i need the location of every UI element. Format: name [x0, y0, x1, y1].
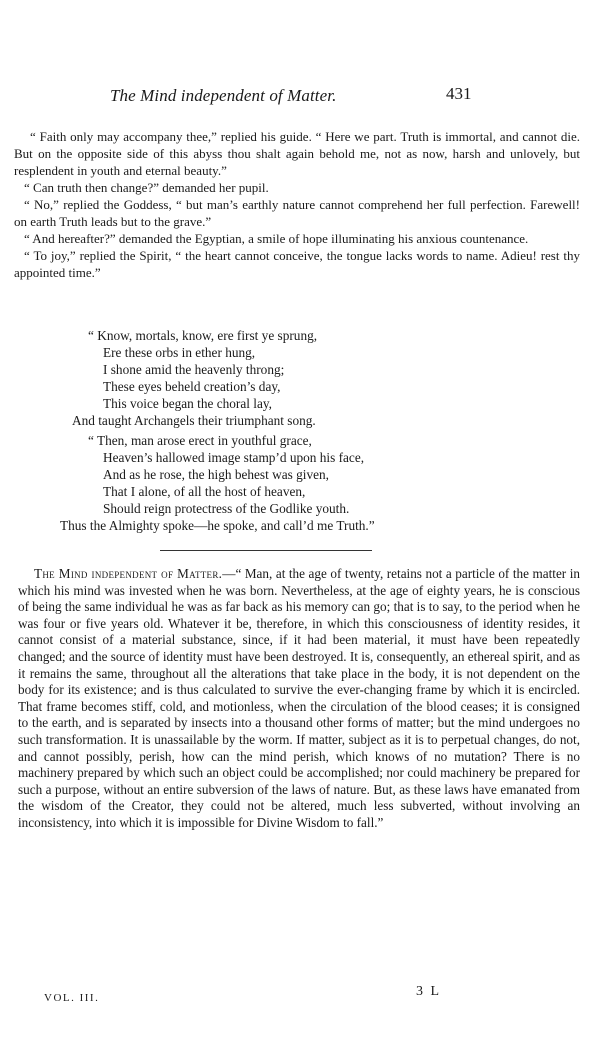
- section-divider: [160, 550, 372, 551]
- poem-line: And as he rose, the high behest was given,: [103, 467, 329, 482]
- poem-line: Heaven’s hallowed image stamp’d upon his face,: [103, 450, 365, 465]
- essay-paragraph: [18, 566, 580, 832]
- page-number: 431: [446, 84, 472, 103]
- poem-line: Should reign protectress of the Godlike youth.: [103, 501, 350, 516]
- poem-stanza-2: [60, 432, 552, 534]
- story-paragraph: “ And hereafter?” demanded the Egyptian, a smile of hope illuminating his anxious countenance.: [24, 231, 529, 246]
- poem-line: Ere these orbs in ether hung,: [103, 345, 256, 360]
- essay-body: —“ Man, at the age of twenty, retains not a particle of the matter in which his mind was invested when he was born. Nevertheless, at the age of eighty years, he is conscious of being the same individual he was as far back as his memory can go; that is to say, to the period when he was four or five years old. Whatever it be, therefore, in which this consciousness of identity resides, it cannot consist of a material substance, since, if it had been material, it must have been repeatedly changed; and the source of identity must have been destroyed. It is, consequently, an ethereal spirit, and as it remains the same, throughout all the alterations that take place in the body, it is not dependent on the body for its existence; and is thus calculated to survive the ever-changing frame by which it is encircled. That frame becomes stiff, cold, and motionless, when the circulation of the blood ceases; it is consigned to the earth, and is separated by insects into a thousand other forms of matter; but the mind undergoes no such transformation. It is unassailable by the worm. If matter, subject as it is to perpetual changes, do not, and cannot possibly, perish, how can the mind perish, which knows of no mutation? There is no machinery prepared by which such an object could be accomplished; nor could machinery be prepared for such a purpose, without an entire subversion of the laws of nature. But, as these laws have emanated from the wisdom of the Creator, they could not be altered, much less subverted, without involving an inconsistency, into which it is impossible for Divine Wisdom to fall.”: [18, 566, 580, 830]
- signature-mark: 3 L: [416, 984, 442, 999]
- poem-line: “ Know, mortals, know, ere first ye sprung,: [88, 328, 318, 343]
- poem-line: These eyes beheld creation’s day,: [103, 379, 281, 394]
- poem-line: “ Then, man arose erect in youthful grace,: [88, 433, 312, 448]
- story-paragraph: “ Can truth then change?” demanded her pupil.: [24, 180, 269, 195]
- running-title: The Mind independent of Matter.: [110, 86, 337, 105]
- essay-heading: The Mind independent of Matter.: [34, 566, 223, 581]
- poem-line: That I alone, of all the host of heaven,: [103, 484, 306, 499]
- story-paragraph: “ To joy,” replied the Spirit, “ the heart cannot conceive, the tongue lacks words to name. Adieu! rest thy appointed time.”: [14, 248, 580, 280]
- story-paragraph: “ Faith only may accompany thee,” replied his guide. “ Here we part. Truth is immortal, and cannot die. But on the opposite side of this abyss thou shalt again behold me, not as now, harsh and unlovely, but resplendent in youth and eternal beauty.”: [14, 129, 580, 178]
- story-paragraph: “ No,” replied the Goddess, “ but man’s earthly nature cannot comprehend her full perfection. Farewell! on earth Truth leads but to the grave.”: [14, 197, 580, 229]
- poem-line: This voice began the choral lay,: [103, 396, 272, 411]
- volume-marker: VOL. III.: [44, 992, 100, 1004]
- poem-line: Thus the Almighty spoke—he spoke, and call’d me Truth.”: [60, 518, 375, 533]
- poem-line: And taught Archangels their triumphant song.: [72, 413, 316, 428]
- essay-section: [18, 566, 580, 832]
- story-text: [14, 128, 580, 281]
- poem-line: I shone amid the heavenly throng;: [103, 362, 285, 377]
- poem-stanza-1: [72, 327, 552, 429]
